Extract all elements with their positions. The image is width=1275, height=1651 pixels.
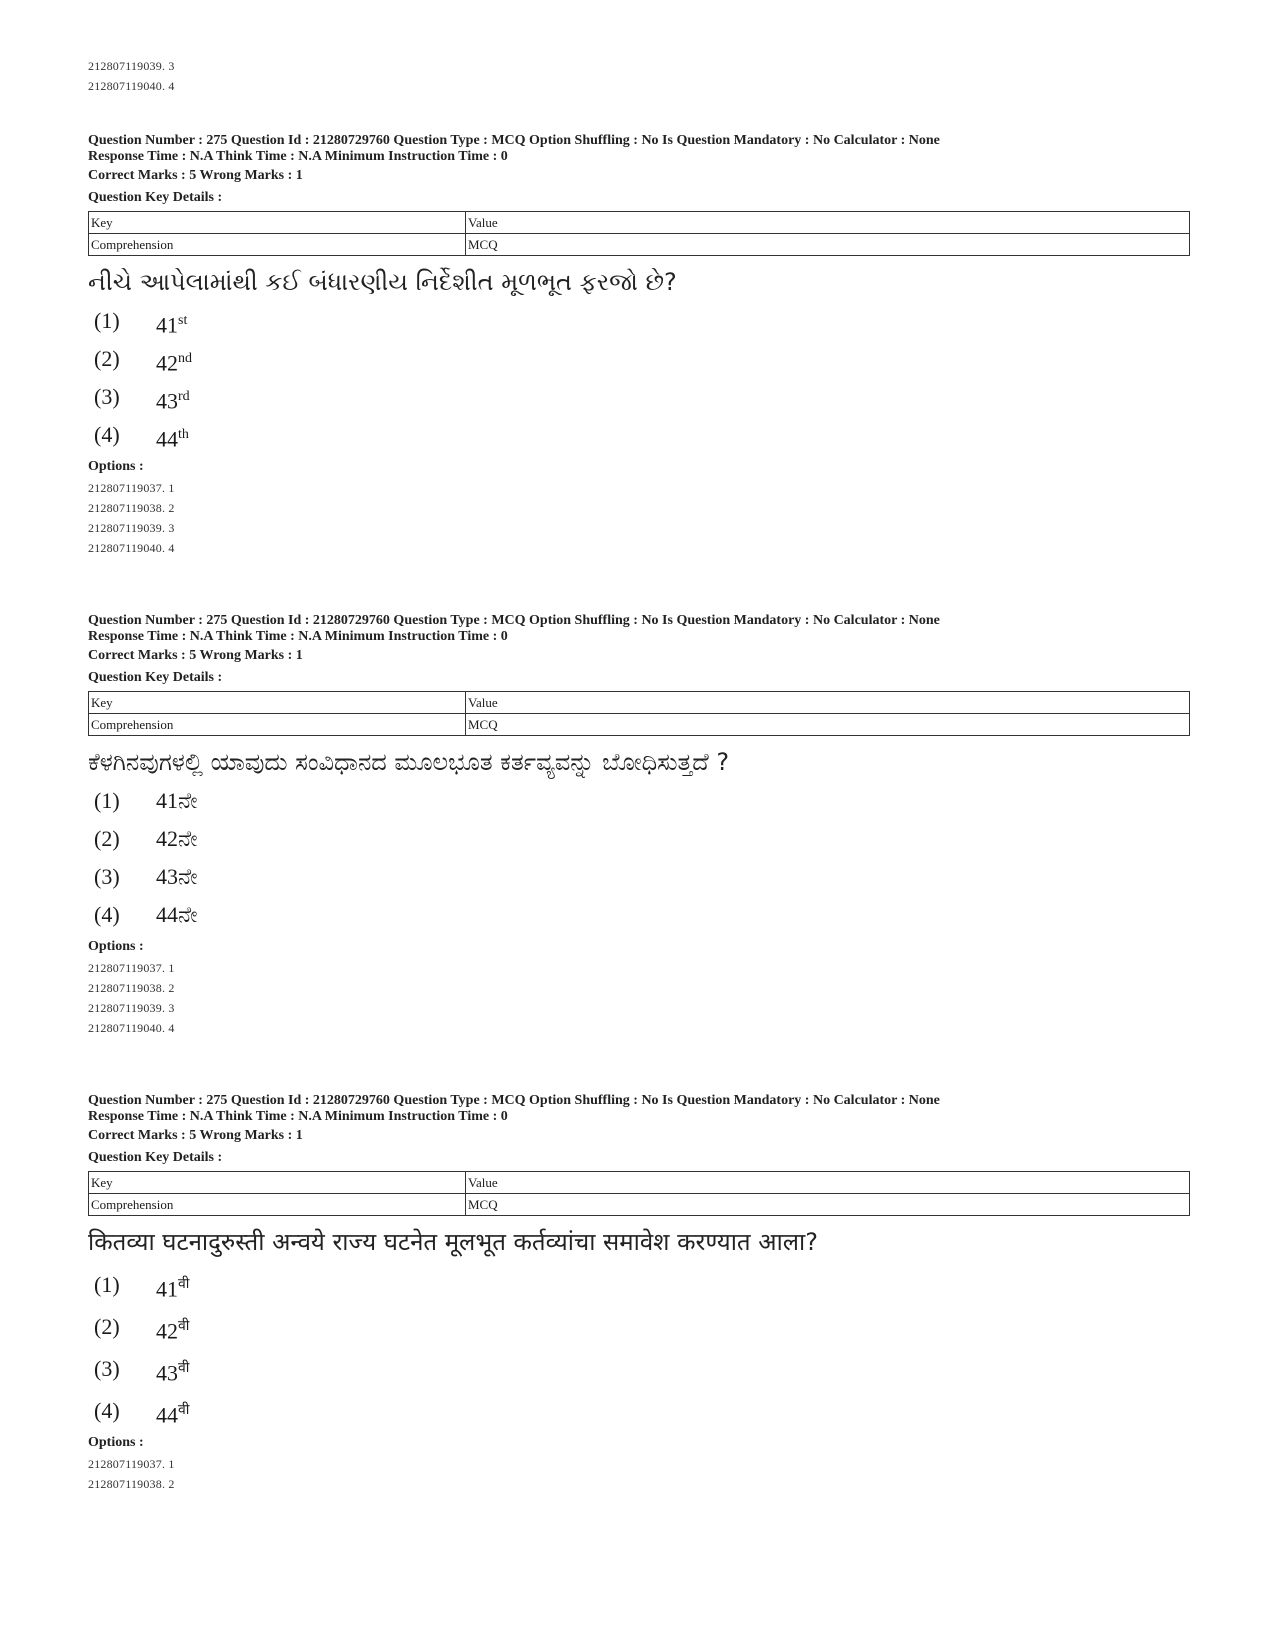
option-id-line: 212807119040. 4 [88, 79, 175, 93]
question-timing: Response Time : N.A Think Time : N.A Minimum Instruction Time : 0 [88, 1109, 508, 1124]
question-text: ಕೆಳಗಿನವುಗಳಲ್ಲಿ ಯಾವುದು ಸಂವಿಧಾನದ ಮೂಲಭೂತ ಕರ್ತವ್ಯವನ್ನು ಬೋಧಿಸುತ್ತದೆ ? [88, 748, 730, 776]
option-id-line: 212807119039. 3 [88, 59, 175, 73]
table-cell: MCQ [466, 714, 1190, 736]
choice-item: (3) 43ನೇ [94, 864, 198, 889]
question-block-kannada [88, 613, 1188, 1038]
question-text: कितव्या घटनादुरुस्ती अन्वये राज्य घटनेत मूलभूत कर्तव्यांचा समावेश करण्यात आला? [88, 1228, 818, 1256]
choice-item: (1) $41^{वी}$ [94, 1272, 190, 1302]
table-cell: Comprehension [89, 1194, 466, 1216]
marks-line: Correct Marks : 5 Wrong Marks : 1 [88, 168, 303, 183]
choice-item: (4) 44ನೇ [94, 902, 198, 927]
table-cell: Comprehension [89, 714, 466, 736]
table-row [89, 692, 1190, 714]
marks-line: Correct Marks : 5 Wrong Marks : 1 [88, 648, 303, 663]
table-cell: Value [466, 212, 1190, 234]
table-cell: Comprehension [89, 234, 466, 256]
top-options-list [88, 56, 1188, 96]
table-row [89, 212, 1190, 234]
choices-list [88, 1262, 1188, 1430]
question-header: Question Number : 275 Question Id : 21280729760 Question Type : MCQ Option Shuffling : No Is Question Mandatory : No Calculator : None [88, 1093, 940, 1108]
question-block-marathi [88, 1093, 1188, 1494]
table-row [89, 714, 1190, 736]
options-id-list [88, 478, 1188, 558]
options-label: Options : [88, 1435, 144, 1450]
table-cell: Key [89, 1172, 466, 1194]
marks-line: Correct Marks : 5 Wrong Marks : 1 [88, 1128, 303, 1143]
question-timing: Response Time : N.A Think Time : N.A Minimum Instruction Time : 0 [88, 149, 508, 164]
option-id-line: 212807119039. 3 [88, 1001, 175, 1015]
option-id-line: 212807119038. 2 [88, 501, 175, 515]
table-cell: MCQ [466, 234, 1190, 256]
choice-item: (2) $42^{वी}$ [94, 1314, 190, 1344]
option-id-line: 212807119037. 1 [88, 481, 175, 495]
choice-item: (4) $44^{वी}$ [94, 1398, 190, 1428]
table-cell: Value [466, 692, 1190, 714]
choice-item: (2) 42nd [94, 346, 192, 376]
key-details-label: Question Key Details : [88, 190, 223, 205]
table-row [89, 234, 1190, 256]
table-cell: MCQ [466, 1194, 1190, 1216]
option-id-line: 212807119039. 3 [88, 521, 175, 535]
question-block-gujarati [88, 133, 1188, 558]
choices-list [88, 782, 1188, 934]
key-details-table [88, 211, 1190, 256]
option-id-line: 212807119038. 2 [88, 1477, 175, 1491]
options-label: Options : [88, 939, 144, 954]
table-cell: Value [466, 1172, 1190, 1194]
table-cell: Key [89, 212, 466, 234]
table-row [89, 1172, 1190, 1194]
option-id-line: 212807119037. 1 [88, 1457, 175, 1471]
table-cell: Key [89, 692, 466, 714]
options-id-list [88, 1454, 1188, 1494]
option-id-line: 212807119037. 1 [88, 961, 175, 975]
key-details-label: Question Key Details : [88, 1150, 223, 1165]
choice-item: (3) 43rd [94, 384, 190, 414]
option-id-line: 212807119040. 4 [88, 1021, 175, 1035]
option-id-line: 212807119040. 4 [88, 541, 175, 555]
choice-item: (3) $43^{वी}$ [94, 1356, 190, 1386]
key-details-label: Question Key Details : [88, 670, 223, 685]
table-row [89, 1194, 1190, 1216]
choice-item: (1) 41ನೇ [94, 788, 198, 813]
question-text: નીચે આપેલામાંથી કઈ બંધારણીય નિર્દેશીત મૂળભૂત ફરજો છે? [88, 268, 677, 296]
option-id-line: 212807119038. 2 [88, 981, 175, 995]
choice-item: (4) 44th [94, 422, 189, 452]
question-header: Question Number : 275 Question Id : 21280729760 Question Type : MCQ Option Shuffling : No Is Question Mandatory : No Calculator : None [88, 613, 940, 628]
question-timing: Response Time : N.A Think Time : N.A Minimum Instruction Time : 0 [88, 629, 508, 644]
choices-list [88, 302, 1188, 454]
key-details-table [88, 691, 1190, 736]
choice-item: (2) 42ನೇ [94, 826, 198, 851]
question-header: Question Number : 275 Question Id : 21280729760 Question Type : MCQ Option Shuffling : No Is Question Mandatory : No Calculator : None [88, 133, 940, 148]
options-label: Options : [88, 459, 144, 474]
options-id-list [88, 958, 1188, 1038]
key-details-table [88, 1171, 1190, 1216]
choice-item: (1) 41st [94, 308, 188, 338]
